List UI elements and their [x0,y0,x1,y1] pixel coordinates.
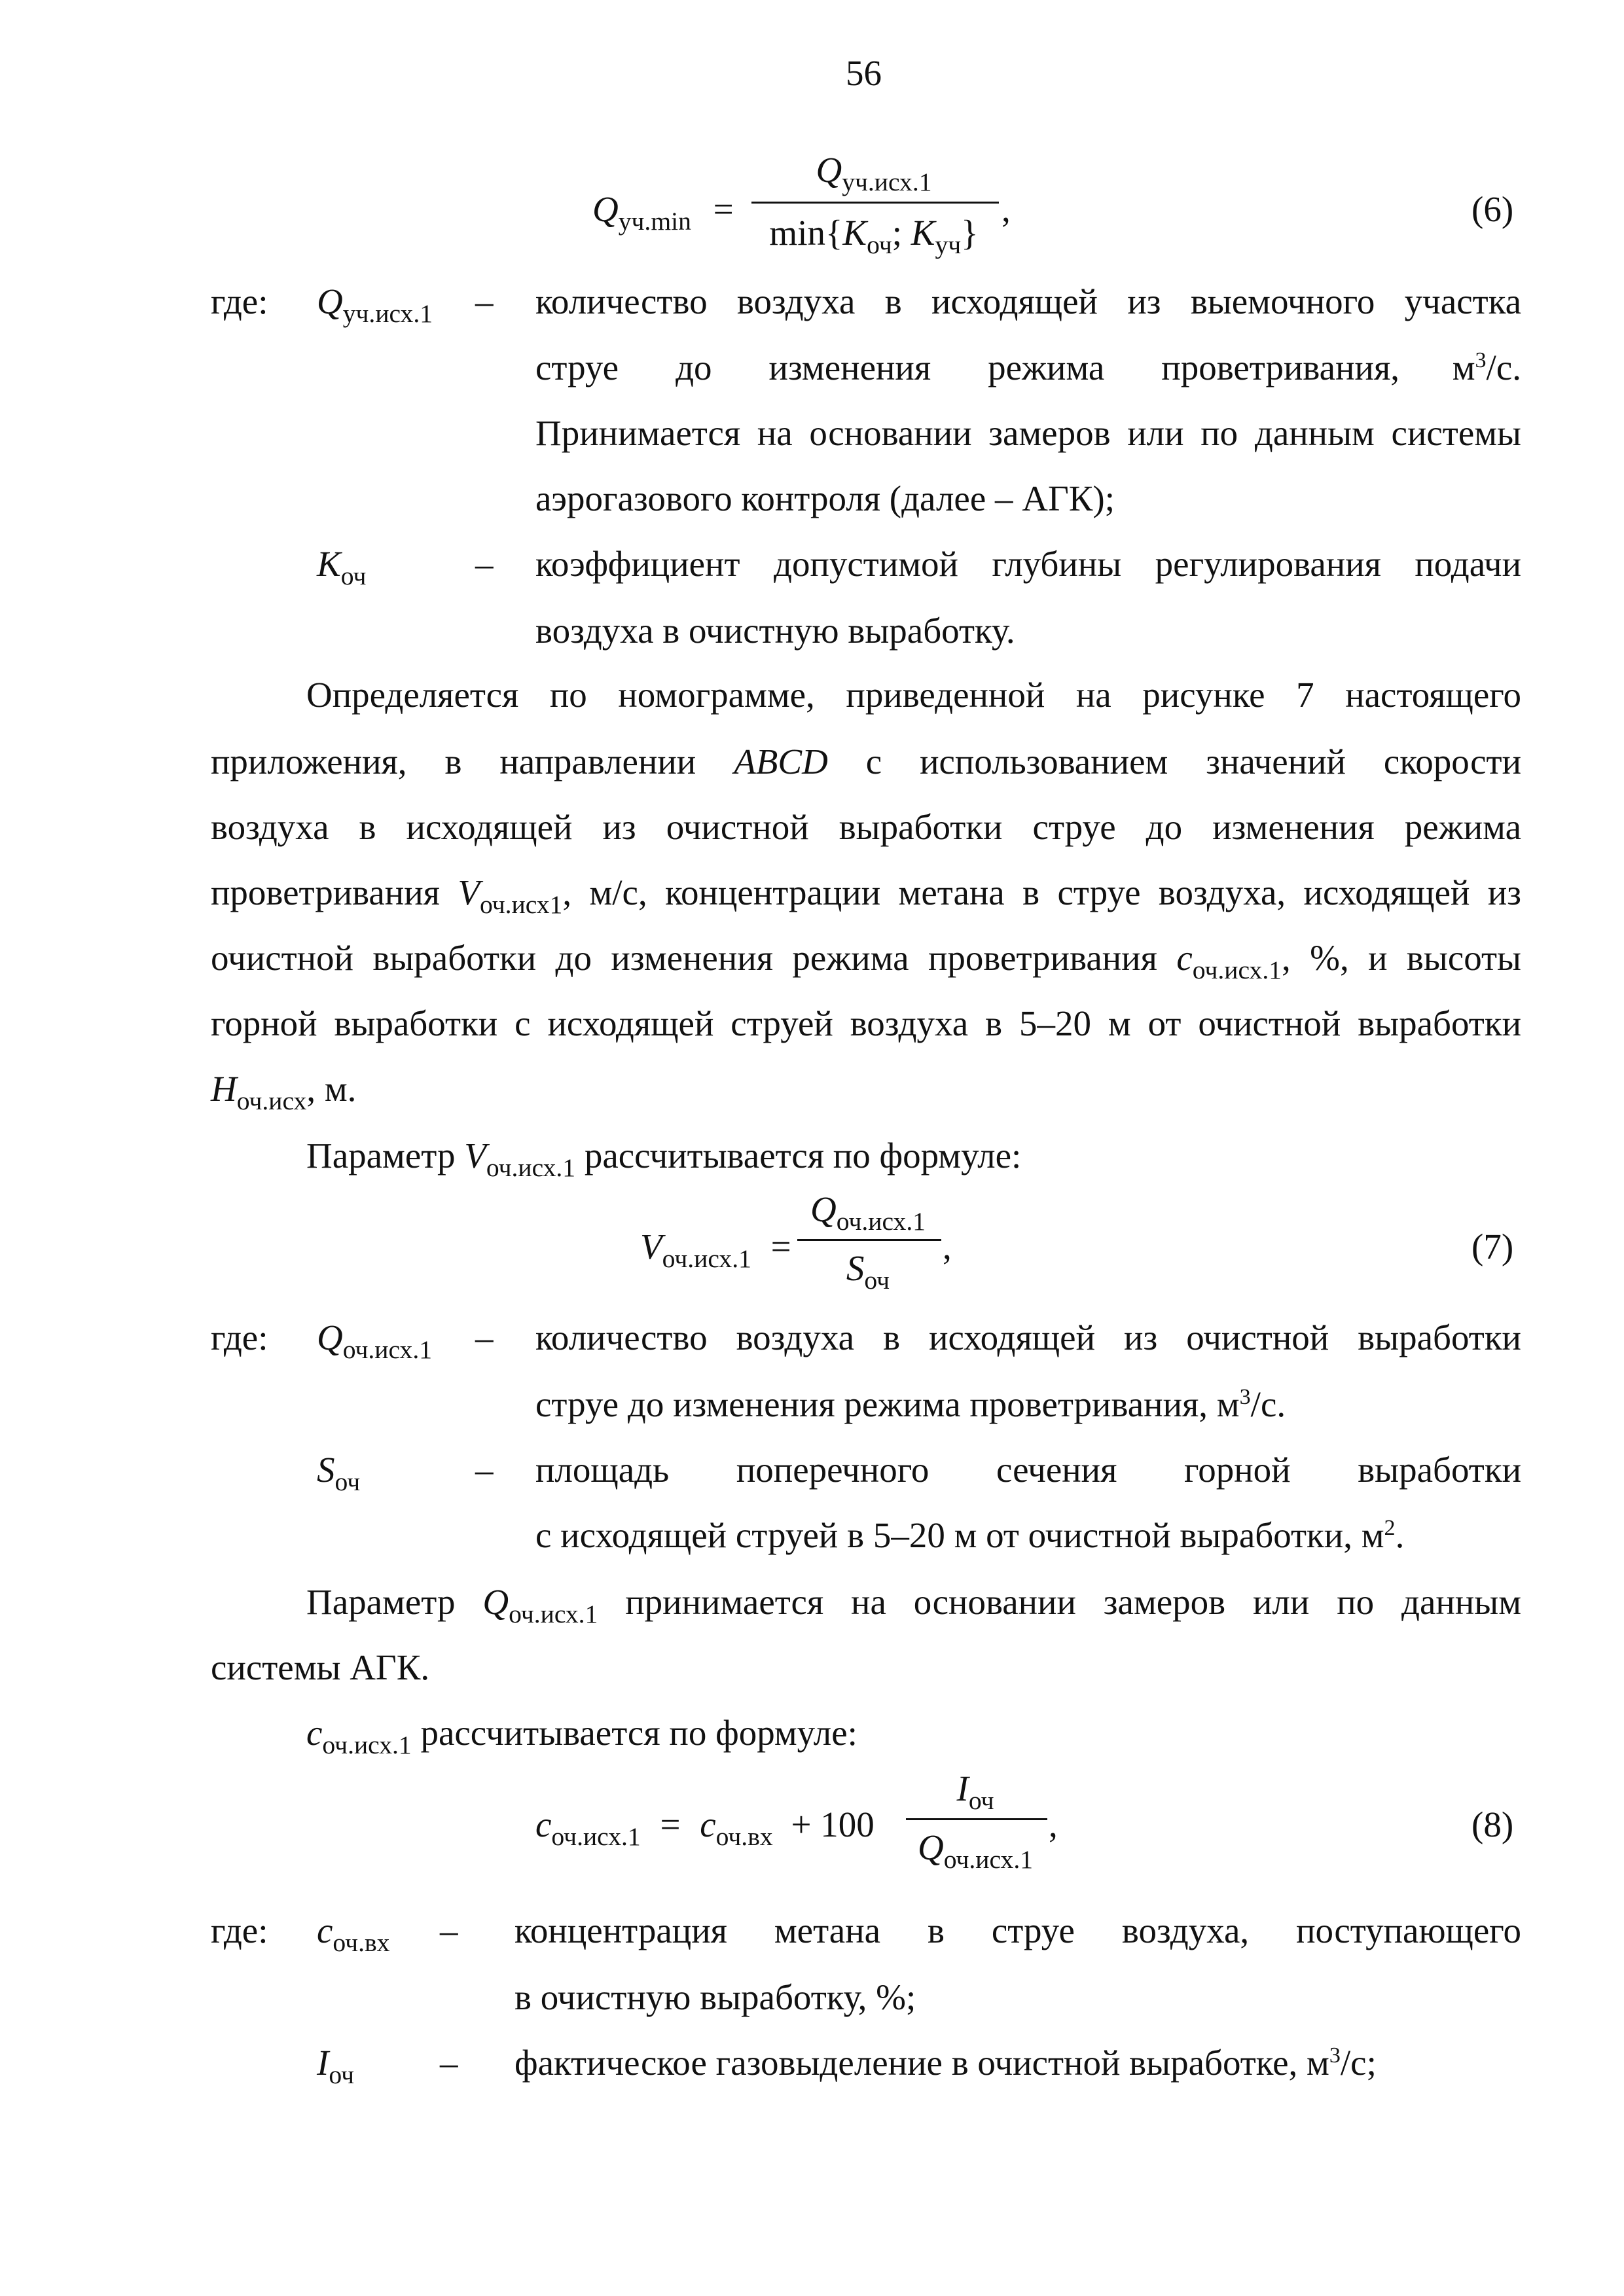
dash: – [475,544,494,584]
paragraph-line: $H_{оч.исх}$, м. [211,1069,357,1115]
dash: – [440,1910,458,1950]
eq8-fraction-bar [906,1818,1047,1820]
paragraph-line: приложения, в направлении ABCD с использованием значений скорости [211,742,1521,781]
definition-line: фактическое газовыделение в очистной выработке, $м^3/с$; [514,2043,1377,2083]
eq8-numerator: $I_{оч}$ [956,1768,994,1815]
paragraph-line: воздуха в исходящей из очистной выработки струе до изменения режима [211,807,1521,847]
symbol-c-och-vkh: $c_{оч.вх}$ [317,1910,390,1957]
definition-line: площадь поперечного сечения горной выработки [535,1450,1521,1490]
eq7-number: (7) [1471,1227,1514,1266]
symbol-s-och: $S_{оч}$ [317,1450,361,1496]
eq7-fraction-bar [797,1239,941,1241]
eq8-number: (8) [1471,1804,1514,1844]
dash: – [475,1450,494,1490]
eq7-lhs: $V_{оч.исх.1}$ = [640,1227,791,1273]
page-number: 56 [846,53,882,93]
where-label: где: [211,1910,268,1950]
definition-line: количество воздуха в исходящей из выемочного участка [535,281,1521,321]
paragraph-line: Определяется по номограмме, приведенной на рисунке 7 настоящего [306,675,1521,715]
paragraph-line: горной выработки с исходящей струей воздуха в 5–20 м от очистной выработки [211,1003,1521,1043]
definition-line: струе до изменения режима проветривания, $м^3/с$. [535,1384,1286,1424]
symbol-i-och: $I_{оч}$ [317,2043,354,2089]
eq8-denominator: $Q_{оч.исх.1}$ [918,1827,1033,1874]
eq6-lhs: $Q_{уч.min}$ = [592,189,734,236]
paragraph-v-formula: Параметр $V_{оч.исх.1}$ рассчитывается по формуле: [306,1136,1022,1182]
eq7-tail: , [943,1227,952,1266]
eq7-numerator: $Q_{оч.исх.1}$ [810,1189,926,1236]
symbol-q-uch-iskh: $Q_{уч.исх.1}$ [317,281,433,328]
eq8-tail: , [1049,1804,1058,1844]
paragraph-line: проветривания $V_{оч.исх1}$, м/с, концентрации метана в струе воздуха, исходящей из [211,872,1521,919]
eq6-number: (6) [1471,189,1514,229]
definition-line: концентрация метана в струе воздуха, поступающего [514,1910,1521,1950]
paragraph-q-measure: Параметр $Q_{оч.исх.1}$ принимается на основании замеров или по данным [306,1582,1522,1628]
dash: – [440,2043,458,2083]
definition-line: Принимается на основании замеров или по данным системы [535,413,1521,453]
definition-line: с исходящей струей в 5–20 м от очистной выработки, $м^2$. [535,1515,1405,1555]
paragraph-line: системы АГК. [211,1647,430,1687]
definition-line: в очистную выработку, %; [514,1977,916,2017]
definition-line: аэрогазового контроля (далее – АГК); [535,478,1115,518]
dash: – [475,281,494,321]
paragraph-line: очистной выработки до изменения режима проветривания $c_{оч.исх.1}$, %, и высоты [211,938,1522,984]
definition-line: воздуха в очистную выработку. [535,611,1015,651]
definition-line: количество воздуха в исходящей из очистной выработки [535,1318,1521,1357]
symbol-k-och: $K_{оч}$ [317,544,367,590]
eq6-denominator: $\min\{K_{оч}$; $K_{уч}$} [769,213,979,259]
where-label: где: [211,281,268,321]
eq7-denominator: $S_{оч}$ [846,1248,890,1295]
where-label: где: [211,1318,268,1357]
definition-line: коэффициент допустимой глубины регулирования подачи [535,544,1521,584]
symbol-q-och-iskh: $Q_{оч.исх.1}$ [317,1318,432,1364]
definition-line: струе до изменения режима проветривания, $м^3/с$. [535,348,1521,387]
eq8-lhs: $c_{оч.исх.1} = c_{оч.вх} + 100$ [535,1804,875,1851]
eq6-fraction-bar [751,202,999,204]
eq6-tail: , [1001,189,1011,229]
dash: – [475,1318,494,1357]
paragraph-c-formula: $c_{оч.исх.1}$ рассчитывается по формуле: [306,1713,857,1759]
eq6-numerator: $Q_{уч.исх.1}$ [816,150,932,196]
